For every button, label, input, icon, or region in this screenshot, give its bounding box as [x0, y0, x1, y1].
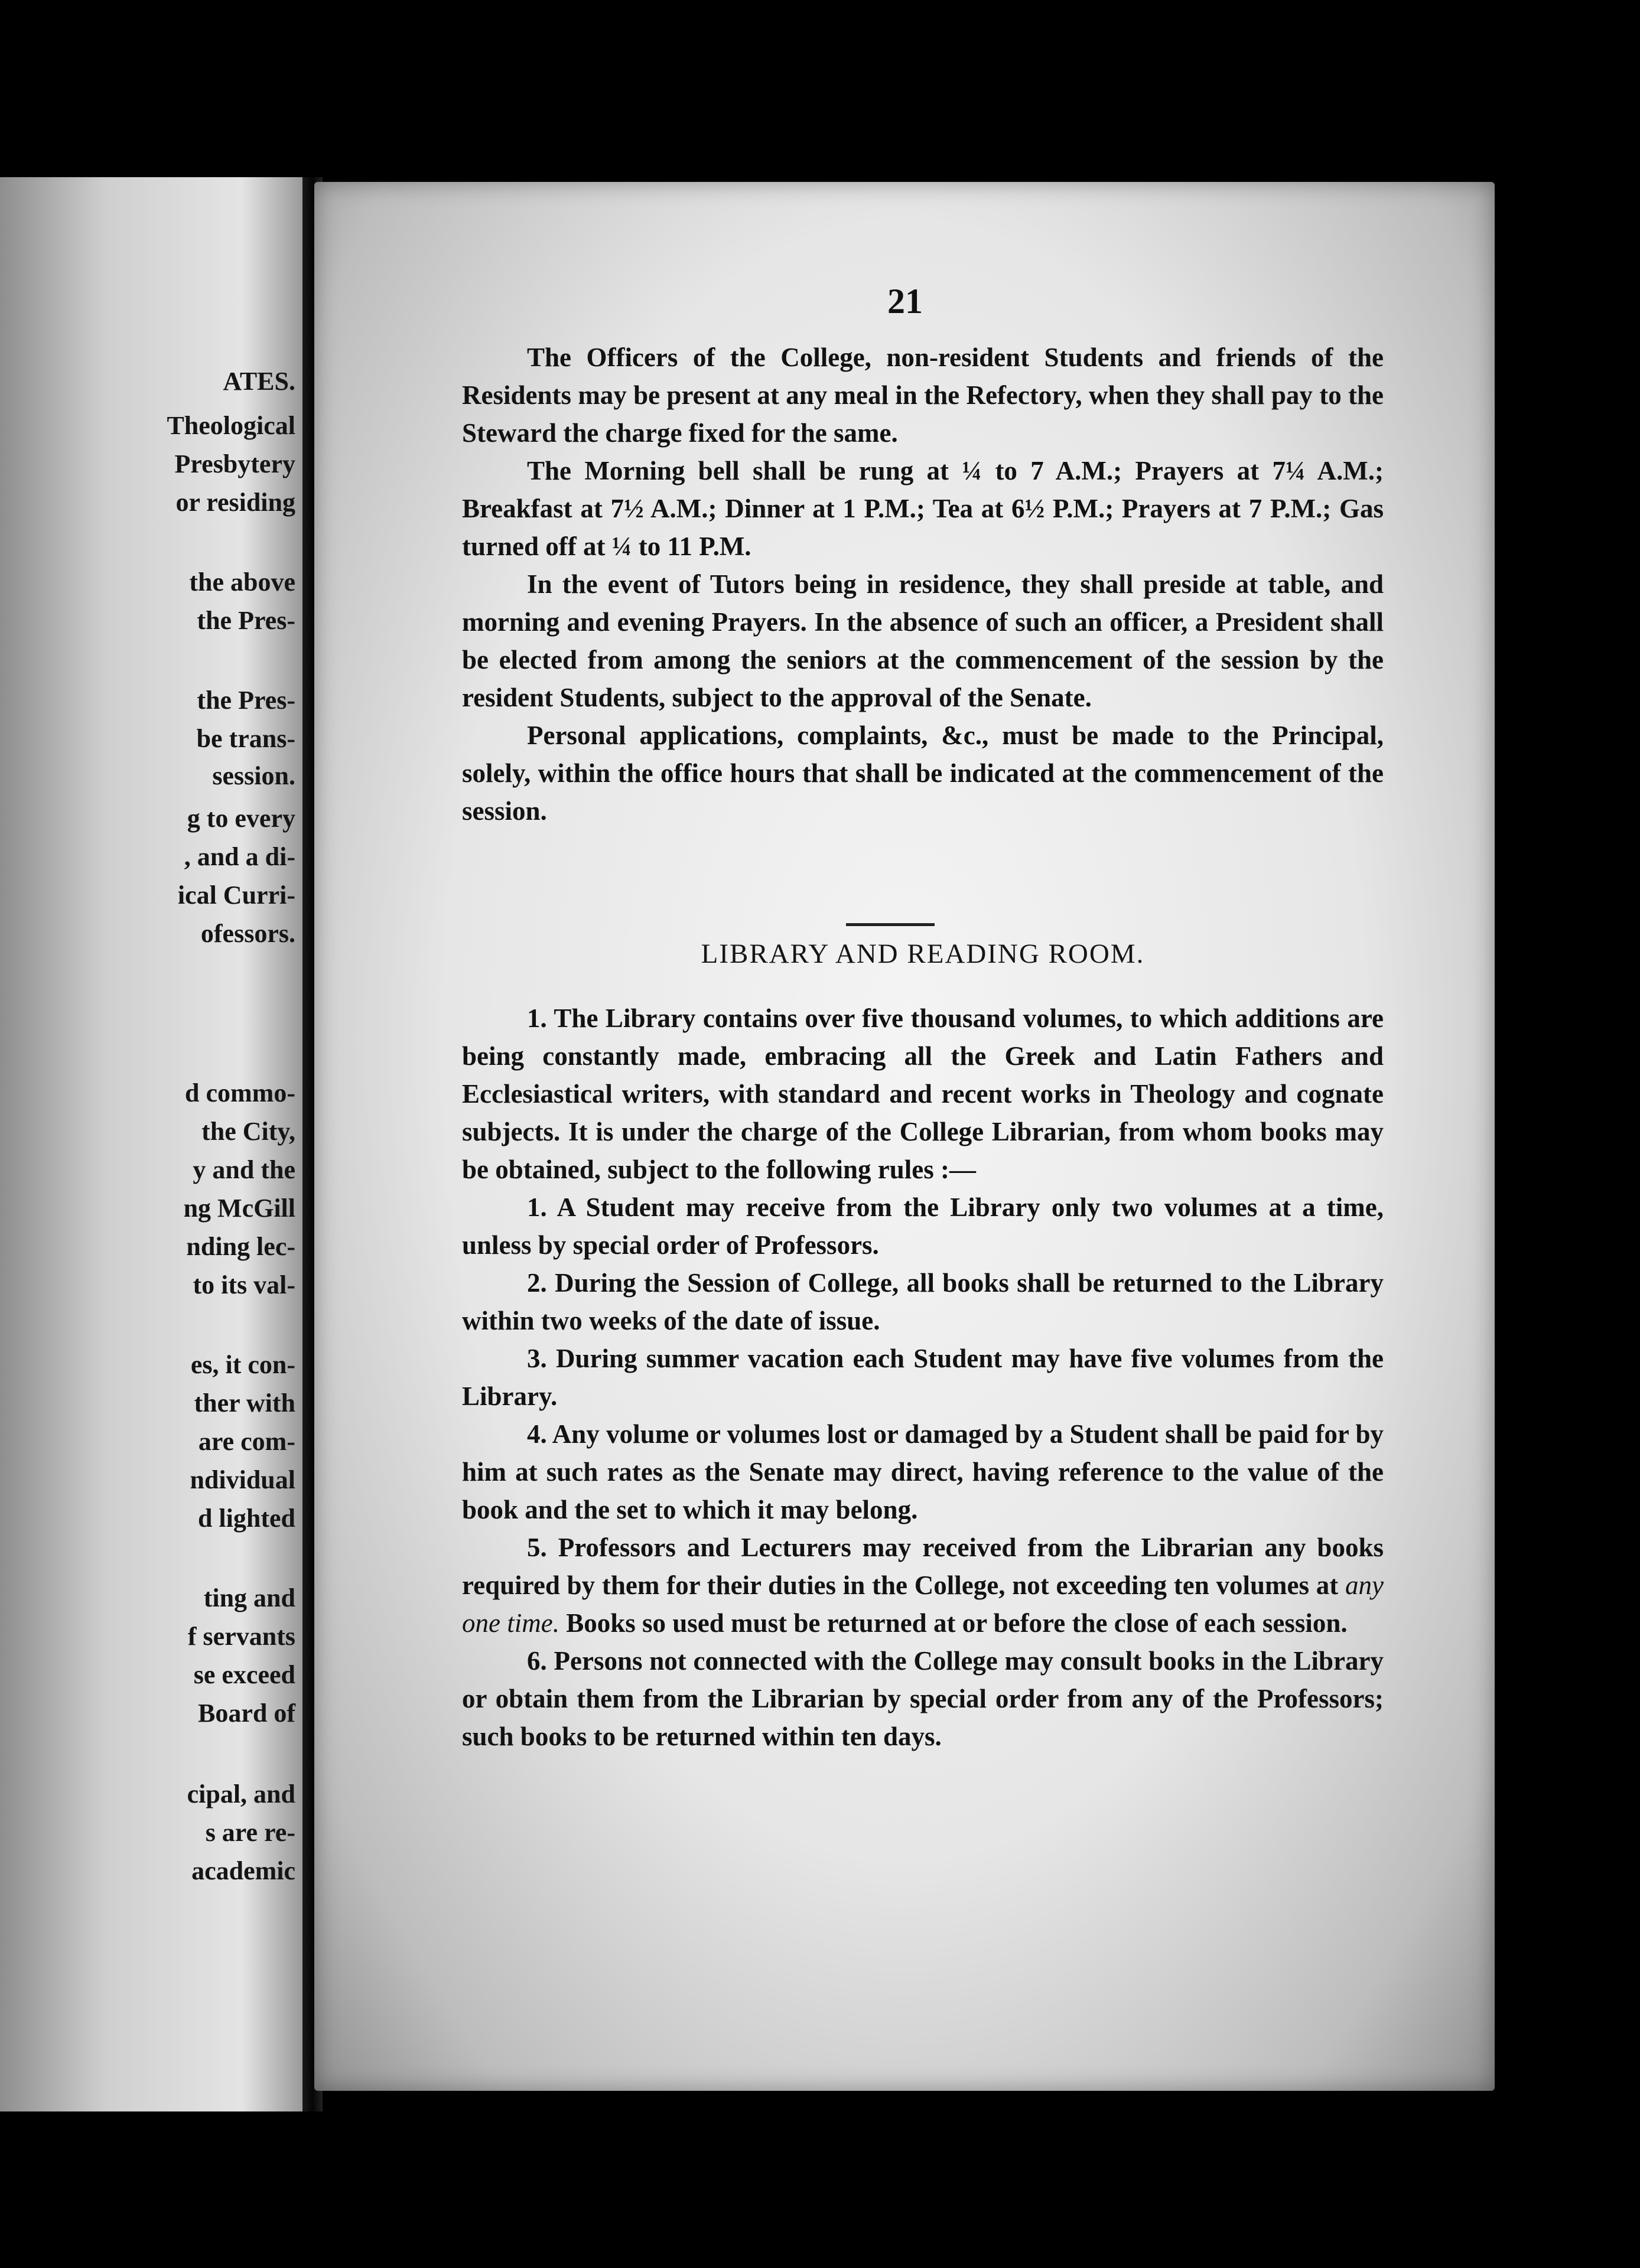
- library-rules: [462, 999, 1384, 1755]
- facing-line: Theological: [167, 411, 295, 440]
- facing-line: ng McGill: [183, 1194, 295, 1223]
- facing-line: the above: [189, 568, 295, 597]
- library-rule: 2. During the Session of College, all books shall be returned to the Library within two weeks of the date of issue.: [462, 1268, 1384, 1335]
- facing-line: or residing: [175, 488, 295, 517]
- library-rule-5: [462, 1529, 1384, 1642]
- facing-line: the Pres-: [197, 686, 295, 715]
- facing-line: ndividual: [190, 1465, 295, 1494]
- paragraph: In the event of Tutors being in residence, they shall preside at table, and morning and evening Prayers. In the absence of such an officer, a President shall be elected from among the seniors at the commencement of the session by the resident Students, subject to the approval of the Senate.: [462, 569, 1384, 712]
- facing-line: s are re-: [205, 1818, 295, 1847]
- library-rule: 1. A Student may receive from the Library only two volumes at a time, unless by special order of Professors.: [462, 1192, 1384, 1260]
- facing-line: the City,: [201, 1117, 295, 1146]
- section-divider: [846, 923, 935, 926]
- facing-line: g to every: [187, 804, 295, 833]
- facing-line: nding lec-: [186, 1232, 295, 1261]
- library-rule: 4. Any volume or volumes lost or damaged by a Student shall be paid for by him at such rates as the Senate may direct, having reference to the value of the book and the set to which it may belong.: [462, 1419, 1384, 1524]
- residence-rules: [462, 338, 1384, 830]
- facing-line: d commo-: [185, 1078, 295, 1107]
- facing-line: ting and: [203, 1583, 295, 1612]
- facing-line: f servants: [187, 1622, 295, 1651]
- facing-line: , and a di-: [184, 842, 295, 871]
- facing-line: academic: [191, 1856, 295, 1885]
- facing-line: y and the: [193, 1155, 295, 1184]
- facing-line: es, it con-: [190, 1350, 295, 1379]
- facing-line: Board of: [198, 1699, 295, 1728]
- facing-line: ofessors.: [200, 919, 295, 948]
- library-rule: 6. Persons not connected with the College may consult books in the Library or obtain them from the Librarian by special order from any of the Professors; such books to be returned within ten days.: [462, 1646, 1384, 1751]
- facing-line: session.: [212, 761, 295, 790]
- paragraph: The Officers of the College, non-resident Students and friends of the Residents may be present at any meal in the Refectory, when they shall pay to the Steward the charge fixed for the same.: [462, 343, 1384, 448]
- facing-line: cipal, and: [187, 1780, 295, 1808]
- facing-line: ical Curri-: [177, 881, 295, 910]
- facing-line: to its val-: [193, 1270, 295, 1299]
- paragraph: The Morning bell shall be rung at ¼ to 7 A.M.; Prayers at 7¼ A.M.; Breakfast at 7½ A.M.; Dinner at 1 P.M.; Tea at 6½ P.M.; Prayers at 7 P.M.; Gas turned off at ¼ to 11 P.M.: [462, 456, 1384, 561]
- paragraph: Personal applications, complaints, &c., must be made to the Principal, solely, within the office hours that shall be indicated at the commencement of the session.: [462, 721, 1384, 826]
- facing-line: d lighted: [197, 1504, 295, 1533]
- rule-emphasis: any one time.: [462, 1570, 1384, 1638]
- library-rule: 3. During summer vacation each Student may have five volumes from the Library.: [462, 1344, 1384, 1411]
- facing-line: se exceed: [193, 1660, 295, 1689]
- book-page: [314, 182, 1495, 2091]
- rule-text: 5. Professors and Lecturers may received from the Librarian any books required by them for their duties in the College, not exceeding ten volumes at: [462, 1533, 1384, 1600]
- facing-line: ther with: [194, 1389, 295, 1418]
- facing-line: the Pres-: [197, 606, 295, 635]
- facing-line: ATES.: [223, 367, 295, 396]
- facing-line: Presbytery: [174, 449, 295, 478]
- facing-line: are com-: [198, 1427, 295, 1456]
- facing-line: be trans-: [196, 724, 295, 753]
- rule-text: Books so used must be returned at or before the close of each session.: [559, 1608, 1348, 1638]
- library-intro: 1. The Library contains over five thousand volumes, to which additions are being constantly made, embracing all the Greek and Latin Fathers and Ecclesiastical writers, with standard and recent works in Theology and cognate subjects. It is under the charge of the College Librarian, from whom books may be obtained, subject to the following rules :—: [462, 1003, 1384, 1184]
- section-heading: LIBRARY AND READING ROOM.: [701, 939, 1145, 969]
- page-number: 21: [887, 282, 923, 321]
- facing-page: [0, 177, 302, 2111]
